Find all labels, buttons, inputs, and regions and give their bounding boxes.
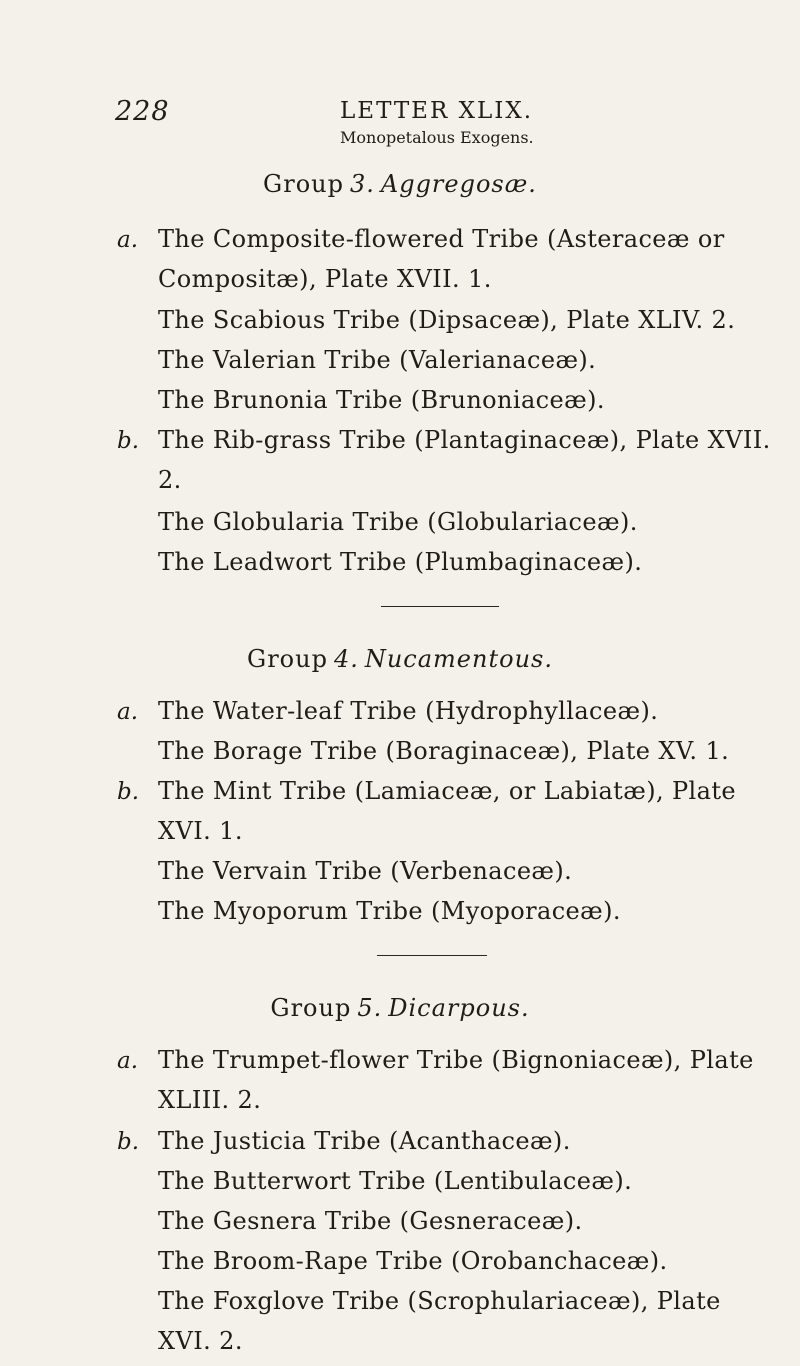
entry-marker: b.	[117, 428, 140, 454]
entry-line: The Scabious Tribe (Dipsaceæ), Plate XLIV. 2.	[158, 306, 736, 334]
entry-line: The Broom-Rape Tribe (Orobanchaceæ).	[158, 1247, 668, 1275]
entry-line: The Trumpet-flower Tribe (Bignoniaceæ), Plate	[158, 1046, 754, 1074]
group-4-label: Group	[247, 645, 328, 673]
running-head-subtitle: Monopetalous Exogens.	[340, 128, 534, 147]
entry-marker: b.	[117, 1129, 140, 1155]
group-4-name: Nucamentous.	[364, 645, 553, 673]
entry-marker: a.	[117, 1048, 139, 1074]
entry-line: The Brunonia Tribe (Brunoniaceæ).	[158, 386, 605, 414]
entry-line: The Leadwort Tribe (Plumbaginaceæ).	[158, 548, 643, 576]
entry-line: The Justicia Tribe (Acanthaceæ).	[158, 1127, 571, 1155]
entry-line: The Borage Tribe (Boraginaceæ), Plate XV. 1.	[158, 737, 730, 765]
entry-line: 2.	[158, 466, 182, 494]
group-4-heading	[0, 645, 800, 673]
group-5-heading	[0, 994, 800, 1022]
group-3-number: 3.	[349, 170, 375, 198]
entry-line: The Foxglove Tribe (Scrophulariaceæ), Plate	[158, 1287, 721, 1315]
group-5-number: 5.	[357, 994, 383, 1022]
section-divider	[377, 955, 487, 956]
entry-line: The Rib-grass Tribe (Plantaginaceæ), Plate XVII.	[158, 426, 771, 454]
entry-line: The Mint Tribe (Lamiaceæ, or Labiatæ), Plate	[158, 777, 736, 805]
entry-line: The Composite-flowered Tribe (Asteraceæ or	[158, 225, 725, 253]
section-divider	[381, 606, 499, 607]
entry-line: The Vervain Tribe (Verbenaceæ).	[158, 857, 573, 885]
group-3-label: Group	[263, 170, 344, 198]
running-head-title: LETTER XLIX.	[340, 98, 534, 124]
entry-line: The Valerian Tribe (Valerianaceæ).	[158, 346, 597, 374]
group-5-name: Dicarpous.	[388, 994, 530, 1022]
entry-line: The Gesnera Tribe (Gesneraceæ).	[158, 1207, 583, 1235]
entry-marker: b.	[117, 779, 140, 805]
entry-line: The Myoporum Tribe (Myoporaceæ).	[158, 897, 621, 925]
entry-line: The Butterwort Tribe (Lentibulaceæ).	[158, 1167, 633, 1195]
entry-marker: a.	[117, 699, 139, 725]
group-4-number: 4.	[333, 645, 359, 673]
entry-line: XVI. 1.	[158, 817, 243, 845]
group-5-label: Group	[270, 994, 352, 1022]
entry-line: Compositæ), Plate XVII. 1.	[158, 265, 492, 293]
entry-line: The Water-leaf Tribe (Hydrophyllaceæ).	[158, 697, 659, 725]
entry-line: XLIII. 2.	[158, 1086, 262, 1114]
group-3-heading	[0, 170, 800, 198]
group-3-name: Aggregosæ.	[380, 170, 537, 198]
page-number: 228	[115, 96, 170, 127]
entry-line: The Globularia Tribe (Globulariaceæ).	[158, 508, 638, 536]
entry-marker: a.	[117, 227, 139, 253]
entry-line: XVI. 2.	[158, 1327, 243, 1355]
